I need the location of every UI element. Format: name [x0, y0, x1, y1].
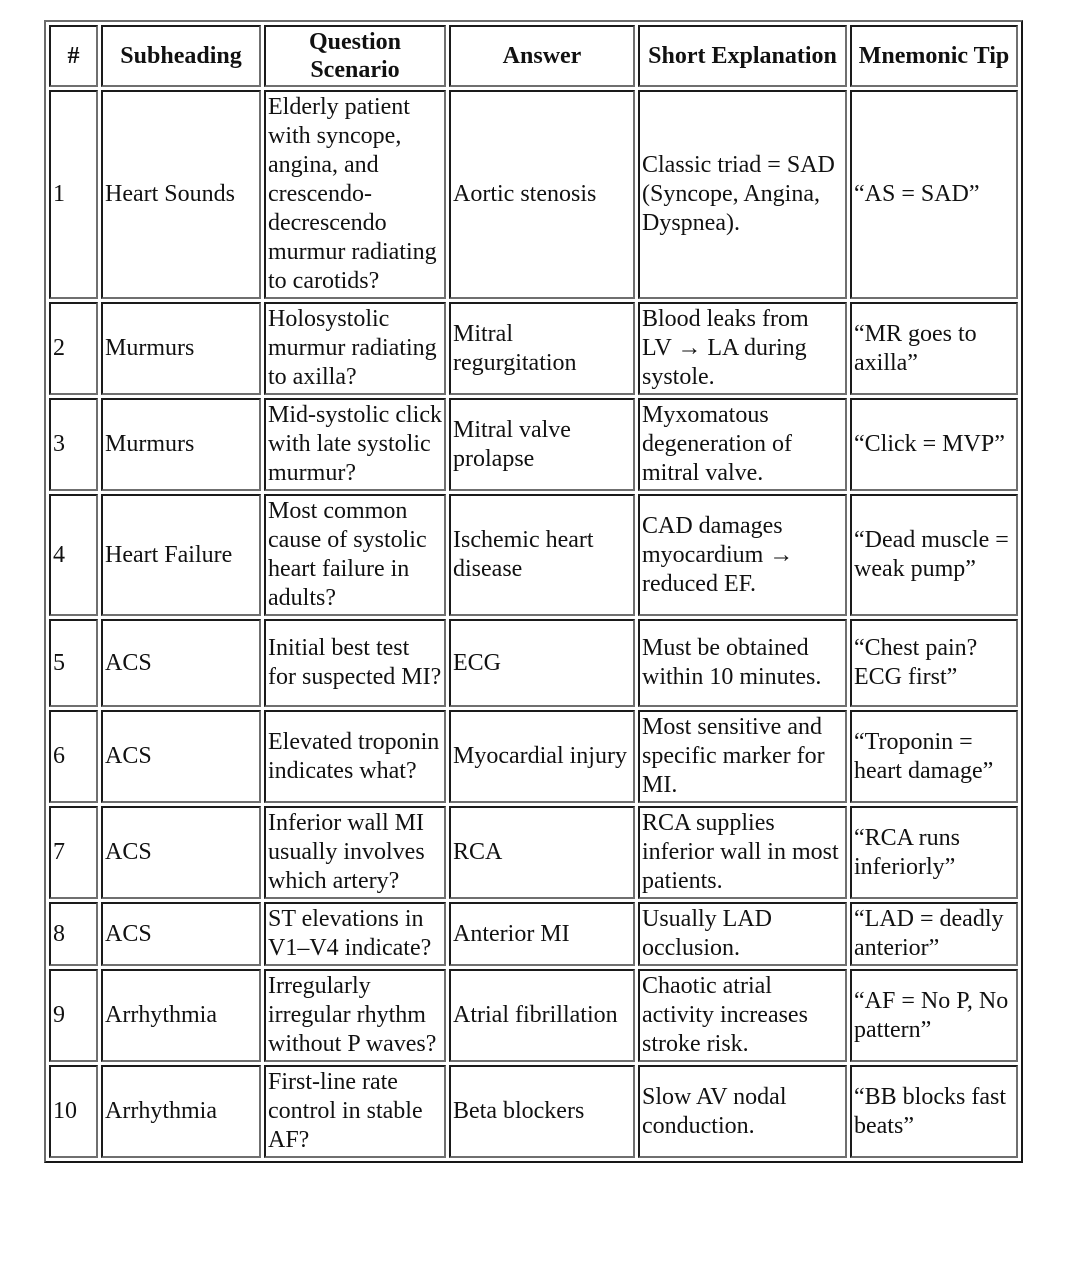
- header-answer: Answer: [449, 25, 635, 87]
- cell-answer: Mitral regurgitation: [449, 302, 635, 395]
- cell-subheading: Heart Sounds: [101, 90, 261, 299]
- cell-answer: Aortic stenosis: [449, 90, 635, 299]
- cell-question: ST elevations in V1–V4 indicate?: [264, 902, 446, 966]
- cell-mnemonic: “MR goes to axilla”: [850, 302, 1018, 395]
- header-row: [49, 25, 1018, 87]
- cell-explanation: RCA supplies inferior wall in most patients.: [638, 806, 847, 899]
- cell-subheading: ACS: [101, 710, 261, 803]
- cell-question: Most common cause of systolic heart failure in adults?: [264, 494, 446, 616]
- table-row: [49, 494, 1018, 616]
- cell-subheading: Heart Failure: [101, 494, 261, 616]
- cell-answer: Ischemic heart disease: [449, 494, 635, 616]
- table-row: [49, 1065, 1018, 1158]
- cell-question: Holosystolic murmur radiating to axilla?: [264, 302, 446, 395]
- cell-answer: Myocardial injury: [449, 710, 635, 803]
- cell-question: First-line rate control in stable AF?: [264, 1065, 446, 1158]
- header-mnemonic: Mnemonic Tip: [850, 25, 1018, 87]
- table-row: [49, 806, 1018, 899]
- table-row: [49, 619, 1018, 707]
- table-row: [49, 902, 1018, 966]
- cell-num: 3: [49, 398, 98, 491]
- cell-explanation: Must be obtained within 10 minutes.: [638, 619, 847, 707]
- cell-subheading: Murmurs: [101, 398, 261, 491]
- header-question: Question Scenario: [264, 25, 446, 87]
- cell-num: 1: [49, 90, 98, 299]
- cell-explanation: Most sensitive and specific marker for MI.: [638, 710, 847, 803]
- table-row: [49, 969, 1018, 1062]
- cell-num: 5: [49, 619, 98, 707]
- cell-num: 8: [49, 902, 98, 966]
- cell-explanation: Chaotic atrial activity increases stroke risk.: [638, 969, 847, 1062]
- cell-answer: ECG: [449, 619, 635, 707]
- cell-num: 10: [49, 1065, 98, 1158]
- cell-mnemonic: “Troponin = heart damage”: [850, 710, 1018, 803]
- cell-explanation: Usually LAD occlusion.: [638, 902, 847, 966]
- cell-mnemonic: “Chest pain? ECG first”: [850, 619, 1018, 707]
- cell-explanation: Blood leaks from LV → LA during systole.: [638, 302, 847, 395]
- cell-mnemonic: “AS = SAD”: [850, 90, 1018, 299]
- cell-explanation: Classic triad = SAD (Syncope, Angina, Dyspnea).: [638, 90, 847, 299]
- cell-subheading: ACS: [101, 902, 261, 966]
- cell-num: 6: [49, 710, 98, 803]
- cell-mnemonic: “LAD = deadly anterior”: [850, 902, 1018, 966]
- cell-subheading: Murmurs: [101, 302, 261, 395]
- cell-question: Inferior wall MI usually involves which artery?: [264, 806, 446, 899]
- qa-table: [44, 20, 1023, 1163]
- cell-answer: Mitral valve prolapse: [449, 398, 635, 491]
- cell-question: Elevated troponin indicates what?: [264, 710, 446, 803]
- cell-explanation: Slow AV nodal conduction.: [638, 1065, 847, 1158]
- cell-question: Irregularly irregular rhythm without P waves?: [264, 969, 446, 1062]
- table-row: [49, 90, 1018, 299]
- table-row: [49, 302, 1018, 395]
- cell-mnemonic: “Dead muscle = weak pump”: [850, 494, 1018, 616]
- cell-num: 9: [49, 969, 98, 1062]
- cell-explanation: CAD damages myocardium → reduced EF.: [638, 494, 847, 616]
- cell-question: Mid-systolic click with late systolic murmur?: [264, 398, 446, 491]
- cell-answer: RCA: [449, 806, 635, 899]
- header-subheading: Subheading: [101, 25, 261, 87]
- cell-answer: Anterior MI: [449, 902, 635, 966]
- cell-answer: Beta blockers: [449, 1065, 635, 1158]
- cell-question: Initial best test for suspected MI?: [264, 619, 446, 707]
- header-explanation: Short Explanation: [638, 25, 847, 87]
- cell-mnemonic: “AF = No P, No pattern”: [850, 969, 1018, 1062]
- cell-subheading: Arrhythmia: [101, 1065, 261, 1158]
- cell-num: 7: [49, 806, 98, 899]
- cell-mnemonic: “Click = MVP”: [850, 398, 1018, 491]
- cell-subheading: ACS: [101, 806, 261, 899]
- cell-mnemonic: “BB blocks fast beats”: [850, 1065, 1018, 1158]
- cell-question: Elderly patient with syncope, angina, and crescendo-decrescendo murmur radiating to carotids?: [264, 90, 446, 299]
- header-num: #: [49, 25, 98, 87]
- cell-num: 4: [49, 494, 98, 616]
- cell-answer: Atrial fibrillation: [449, 969, 635, 1062]
- cell-num: 2: [49, 302, 98, 395]
- cell-subheading: Arrhythmia: [101, 969, 261, 1062]
- table-container: [44, 20, 1023, 1163]
- table-row: [49, 398, 1018, 491]
- cell-subheading: ACS: [101, 619, 261, 707]
- cell-explanation: Myxomatous degeneration of mitral valve.: [638, 398, 847, 491]
- table-row: [49, 710, 1018, 803]
- cell-mnemonic: “RCA runs inferiorly”: [850, 806, 1018, 899]
